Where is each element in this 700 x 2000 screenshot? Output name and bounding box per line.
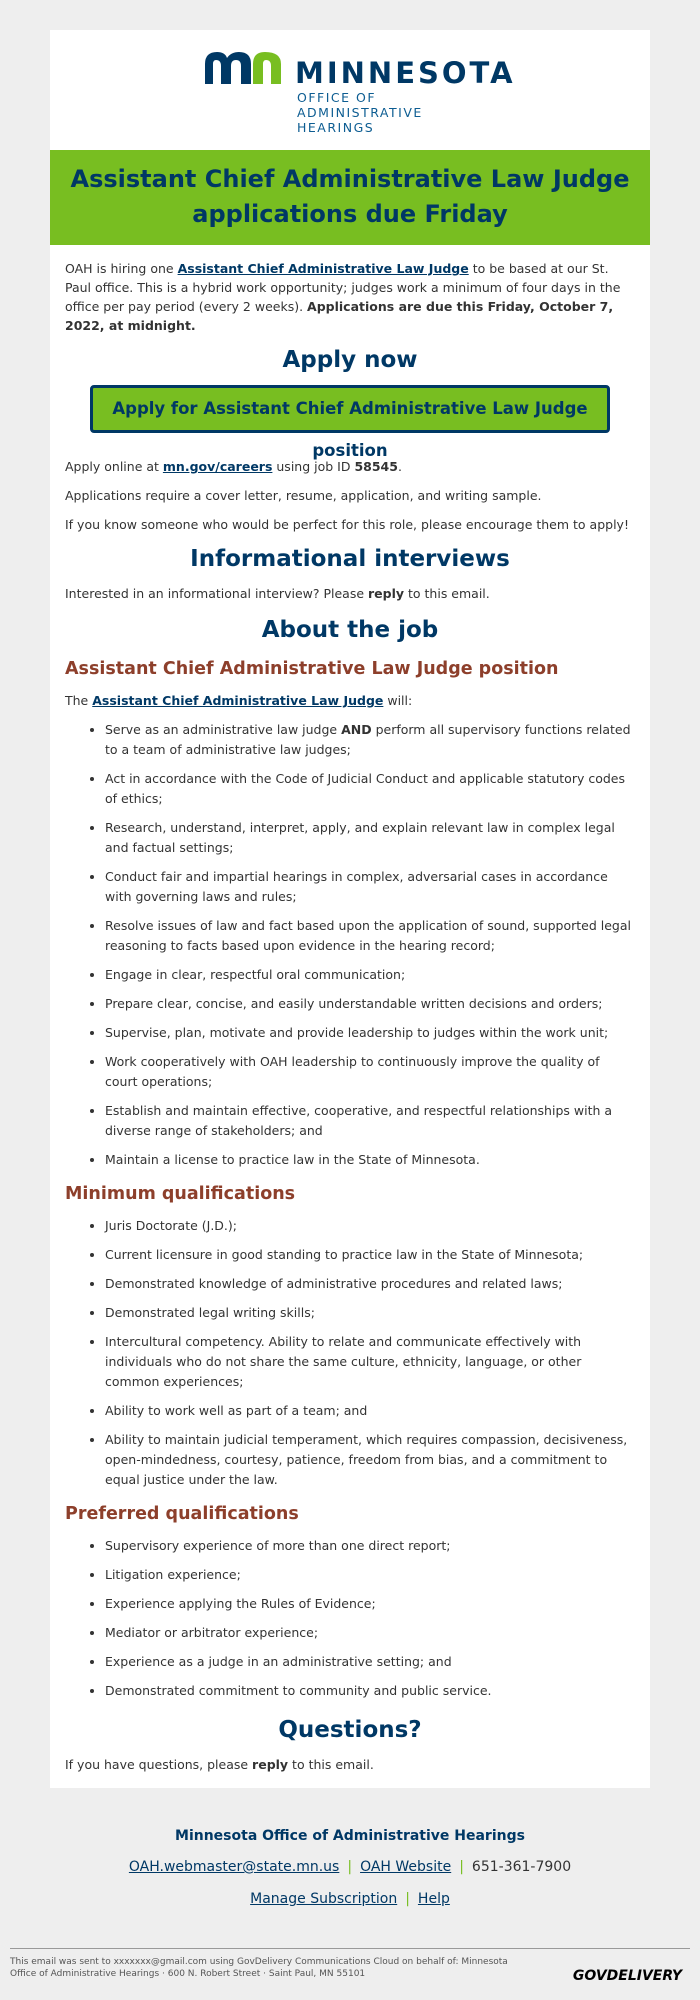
list-item: • Establish and maintain effective, cooperative, and respectful relationships with a diverse range of stakeholders; and [105,1101,635,1141]
footer-org-name: Minnesota Office of Administrative Hearings [175,1828,525,1844]
questions-text [65,1755,635,1774]
list-item: • Experience as a judge in an administrative setting; and [105,1652,635,1672]
intro-rest: to be based at our St. Paul office. This is a hybrid work opportunity; judges work a minimum of four days in the office per pay period (every 2 weeks). [65,261,621,314]
position-intro [65,691,635,710]
list-item: • Resolve issues of law and fact based upon the application of sound, supported legal reasoning to facts based upon evidence in the hearing record; [105,916,635,956]
logo-wordmark: MINNESOTA [295,56,516,90]
logo-subtitle [297,90,423,135]
list-item: • Engage in clear, respectful oral communication; [105,965,635,985]
questions-end: to this email. [288,1757,374,1772]
preferred-qualifications-heading: Preferred qualifications [65,1504,299,1524]
minnesota-logo [50,30,650,150]
apply-online-end: . [397,459,402,474]
duty-first-post: perform all supervisory functions related to a team of administrative law judges; [105,722,631,757]
list-item: • Supervise, plan, motivate and provide leadership to judges within the work unit; [105,1023,635,1043]
footer-notice: This email was sent to xxxxxxx@gmail.com using GovDelivery Communications Cloud on behalf of: Minnesota Office of Administrative Hearings · 600 N. Robert Street · Saint Paul, MN 55101 [10,1957,508,1979]
intro-lead: OAH is hiring one [65,261,178,276]
apply-button[interactable]: Apply for Assistant Chief Administrative Law Judge position [90,385,610,433]
list-item: • Maintain a license to practice law in the State of Minnesota. [105,1150,635,1170]
logo-sub-line: ADMINISTRATIVE [297,105,423,120]
apply-online-text [65,457,635,476]
interviews-heading: Informational interviews [190,546,510,572]
logo-sub-line: OFFICE OF [297,90,377,105]
email-card [50,30,650,1788]
separator: | [459,1859,464,1875]
apply-online-prefix: Apply online at [65,459,163,474]
manage-subscription-link[interactable]: Manage Subscription [250,1891,398,1907]
separator: | [347,1859,353,1875]
interviews-text [65,584,635,603]
list-item: • Juris Doctorate (J.D.); [105,1216,635,1236]
list-item: • Demonstrated legal writing skills; [105,1303,635,1323]
footer-subscription-links [0,1891,700,1907]
position-lead: The [65,693,93,708]
list-item: • Demonstrated commitment to community and public service. [105,1681,635,1701]
separator: | [405,1891,410,1907]
questions-heading: Questions? [278,1717,422,1743]
footer-contact-links [0,1859,700,1875]
encourage-text: If you know someone who would be perfect for this role, please encourage them to apply! [65,517,629,532]
apply-now-heading: Apply now [282,347,418,373]
intro-deadline: Applications are due this Friday, October 7, 2022, at midnight. [65,299,614,333]
careers-link[interactable]: mn.gov/careers [162,459,273,474]
list-item: • Experience applying the Rules of Evidence; [105,1594,635,1614]
logo-sub-line: HEARINGS [297,120,375,135]
list-item: • Act in accordance with the Code of Judicial Conduct and applicable statutory codes of ethics; [105,769,635,809]
about-heading: About the job [261,617,439,643]
interviews-lead: Interested in an informational interview? Please [65,586,368,601]
position-heading: Assistant Chief Administrative Law Judge position [65,659,559,679]
list-item [105,720,635,760]
govdelivery-logo: GOVDELIVERY [572,1968,682,1984]
title-banner [50,150,650,245]
requirements-text: Applications require a cover letter, resume, application, and writing sample. [65,488,542,503]
list-item: • Prepare clear, concise, and easily understandable written decisions and orders; [105,994,635,1014]
list-item: • Research, understand, interpret, apply, and explain relevant law in complex legal and factual settings; [105,818,635,858]
position-end: will: [383,693,413,708]
footer [0,1788,700,2000]
list-item: • Ability to work well as part of a team; and [105,1401,635,1421]
list-item: • Intercultural competency. Ability to relate and communicate effectively with individuals who do not share the same culture, ethnicity, language, or other common experiences; [105,1332,635,1392]
duty-first-bold: AND [341,722,372,737]
interviews-end: to this email. [404,586,490,601]
list-item: • Work cooperatively with OAH leadership to continuously improve the quality of court operations; [105,1052,635,1092]
phone-number: 651-361-7900 [471,1859,572,1875]
minimum-qualifications-list [65,1216,635,1490]
duty-first-pre: Serve as an administrative law judge [105,722,342,737]
list-item: • Ability to maintain judicial temperament, which requires compassion, decisiveness, open-mindedness, courtesy, patience, freedom from bias, and a commitment to equal justice under the law. [105,1430,635,1490]
apply-online-mid: using job ID [272,459,355,474]
list-item: • Conduct fair and impartial hearings in complex, adversarial cases in accordance with governing laws and rules; [105,867,635,907]
minnesota-mark-icon [203,50,283,84]
help-link[interactable]: Help [417,1891,450,1907]
list-item: • Demonstrated knowledge of administrative procedures and related laws; [105,1274,635,1294]
preferred-qualifications-list [65,1536,635,1701]
list-item: • Mediator or arbitrator experience; [105,1623,635,1643]
duties-list [65,720,635,1170]
questions-lead: If you have questions, please [65,1757,253,1772]
footer-divider [10,1948,690,1949]
list-item: • Supervisory experience of more than one direct report; [105,1536,635,1556]
interviews-reply: reply [368,586,405,601]
email-body [50,245,650,1774]
email-link[interactable]: OAH.webmaster@state.mn.us [128,1859,340,1875]
intro-paragraph [65,259,635,335]
list-item: • Litigation experience; [105,1565,635,1585]
minimum-qualifications-heading: Minimum qualifications [65,1184,296,1204]
questions-reply: reply [252,1757,289,1772]
website-link[interactable]: OAH Website [360,1859,452,1875]
list-item: • Current licensure in good standing to practice law in the State of Minnesota; [105,1245,635,1265]
banner-title: Assistant Chief Administrative Law Judge applications due Friday [70,165,630,228]
position-link[interactable]: Assistant Chief Administrative Law Judge [92,693,384,708]
intro-position-link[interactable]: Assistant Chief Administrative Law Judge [177,261,469,276]
job-id: 58545 [354,459,398,474]
